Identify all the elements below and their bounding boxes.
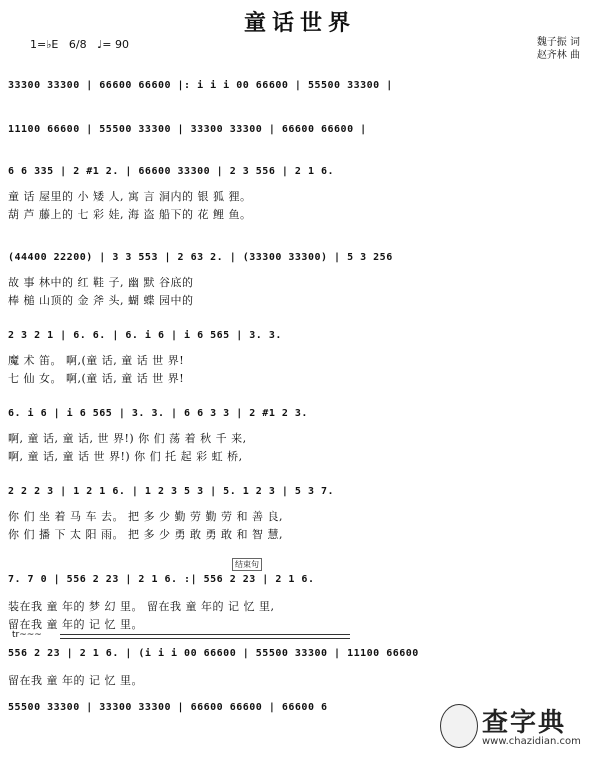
lyric-line-7-1: 你 们 坐 着 马 车 去。 把 多 少 勤 劳 勤 劳 和 善 良, <box>8 510 283 523</box>
note-line-2: 11100 66600 | 55500 33300 | 33300 33300 | 66600 66600 | <box>8 124 367 135</box>
note-line-1: 33300 33300 | 66600 66600 |: i i i 00 66600 | 55500 33300 | <box>8 80 393 91</box>
mascot-icon <box>440 704 478 748</box>
lyric-line-8-1: 装在我 童 年的 梦 幻 里。 留在我 童 年的 记 忆 里, <box>8 600 275 613</box>
lyricist-credit: 魏子振 词 <box>536 37 580 48</box>
lyric-line-3-1: 童 话 屋里的 小 矮 人, 寓 言 洞内的 银 狐 狸。 <box>8 190 252 203</box>
composer-credit: 赵齐林 曲 <box>536 50 580 61</box>
note-line-7: 2 2 2 3 | 1 2 1 6. | 1 2 3 5 3 | 5. 1 2 3 | 5 3 7. <box>8 486 335 497</box>
lyric-line-6-1: 啊, 童 话, 童 话, 世 界!) 你 们 荡 着 秋 千 来, <box>8 432 247 445</box>
note-line-9: 556 2 23 | 2 1 6. | (i i i 00 66600 | 55500 33300 | 11100 66600 <box>8 648 419 659</box>
lyric-line-9-1: 留在我 童 年的 记 忆 里。 <box>8 674 143 687</box>
lyric-line-5-1: 魔 术 笛。 啊,(童 话, 童 话 世 界! <box>8 354 185 367</box>
note-line-6: 6. i 6 | i 6 565 | 3. 3. | 6 6 3 3 | 2 #1 2 3. <box>8 408 308 419</box>
credits <box>537 36 580 62</box>
note-line-8: 7. 7 0 | 556 2 23 | 2 1 6. :| 556 2 23 | 2 1 6. <box>8 574 315 585</box>
lyric-line-4-1: 故 事 林中的 红 鞋 子, 幽 默 谷底的 <box>8 276 194 289</box>
trill-line <box>60 634 350 639</box>
watermark-name: 查字典 <box>482 708 567 738</box>
note-line-3: 6 6 335 | 2 #1 2. | 66600 33300 | 2 3 556 | 2 1 6. <box>8 166 335 177</box>
key-signature <box>30 38 129 51</box>
lyric-line-6-2: 啊, 童 话, 童 话 世 界!) 你 们 托 起 彩 虹 桥, <box>8 450 243 463</box>
note-line-4: (44400 22200) | 3 3 553 | 2 63 2. | (33300 33300) | 5 3 256 <box>8 252 393 263</box>
tempo-mark: ♩= 90 <box>97 38 129 51</box>
watermark-logo <box>440 700 590 756</box>
note-line-5: 2 3 2 1 | 6. 6. | 6. i 6 | i 6 565 | 3. 3. <box>8 330 282 341</box>
note-line-10: 55500 33300 | 33300 33300 | 66600 66600 | 66600 6 <box>8 702 328 713</box>
ending-mark: 结束句 <box>232 558 262 571</box>
time-signature: 6/8 <box>68 38 87 51</box>
lyric-line-8-2: 留在我 童 年的 记 忆 里。 <box>8 618 143 631</box>
song-title: 童话世界 <box>243 10 356 36</box>
trill-mark: tr~~~ <box>12 630 42 640</box>
lyric-line-4-2: 棒 槌 山顶的 金 斧 头, 蝴 蝶 园中的 <box>8 294 194 307</box>
lyric-line-7-2: 你 们 播 下 太 阳 雨。 把 多 少 勇 敢 勇 敢 和 智 慧, <box>8 528 283 541</box>
lyric-line-5-2: 七 仙 女。 啊,(童 话, 童 话 世 界! <box>8 372 185 385</box>
key-label: 1=♭E <box>30 38 59 51</box>
watermark-url: www.chazidian.com <box>482 736 581 747</box>
lyric-line-3-2: 葫 芦 藤上的 七 彩 娃, 海 盗 船下的 花 鲤 鱼。 <box>8 208 252 221</box>
